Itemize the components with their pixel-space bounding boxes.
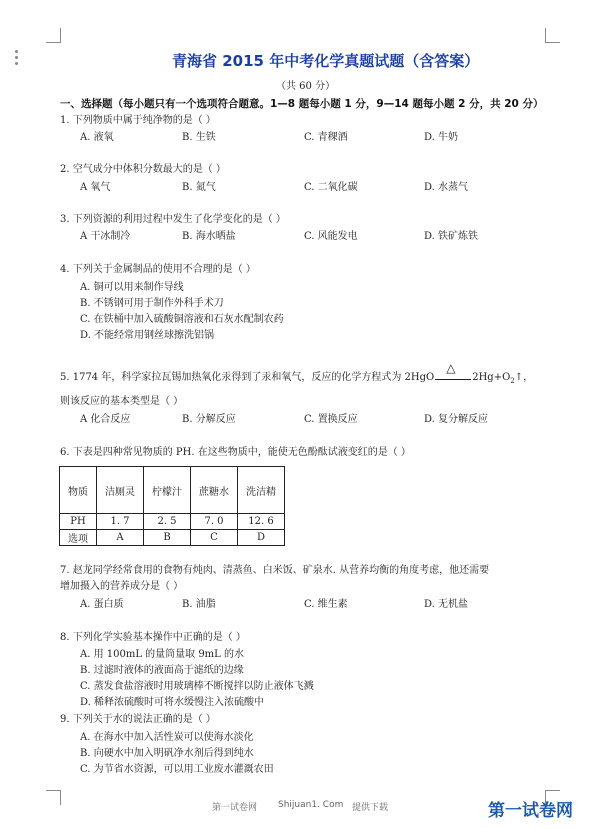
table-cell: 1. 7 (97, 514, 144, 530)
question-7-line2: 增加摄入的营养成分是（ ） (60, 581, 184, 592)
q4-option-a: A. 铜可以用来制作导线 (80, 282, 184, 293)
q5-products: 2Hg+O (472, 372, 511, 383)
q9-option-c: C. 为节省水资源，可以用工业废水灌溉农田 (80, 764, 274, 775)
table-header-cell: 洁厕灵 (97, 467, 144, 514)
table-header-cell: 蔗糖水 (191, 467, 238, 514)
q3-option-d: D. 铁矿炼铁 (424, 231, 479, 242)
table-header-cell: 物质 (60, 467, 97, 514)
table-header-cell: 洗洁精 (238, 467, 285, 514)
question-5 (60, 360, 534, 385)
q3-option-c: C. 风能发电 (304, 231, 358, 242)
table-cell: D (238, 530, 285, 546)
footer-left: 第一试卷网 (212, 803, 258, 813)
question-6: 6. 下表是四种常见物质的 PH. 在这些物质中，能使无色酚酞试液变红的是（ ） (60, 447, 411, 458)
crop-mark-top-right (545, 28, 560, 43)
q5-option-c: C. 置换反应 (304, 414, 358, 425)
footer-right: 提供下载 (352, 803, 389, 813)
table-header-cell: 柠檬汁 (144, 467, 191, 514)
q8-option-c: C. 蒸发食盐溶液时用玻璃棒不断搅拌以防止液体飞溅 (80, 681, 314, 692)
q8-option-b: B. 过滤时液体的液面高于滤纸的边缘 (80, 665, 244, 676)
q3-option-b: B. 海水晒盐 (182, 231, 236, 242)
brand-logo: 第一试卷网 (488, 801, 573, 821)
crop-mark-bottom-left (46, 790, 61, 805)
crop-mark-top-left (46, 28, 61, 43)
q5-option-d: D. 复分解反应 (424, 414, 489, 425)
question-5-line2: 则该反应的基本类型是（ ） (60, 396, 184, 407)
q8-option-d: D. 稀释浓硫酸时可将水缓慢注入浓硫酸中 (80, 697, 265, 708)
q2-option-d: D. 水蒸气 (424, 182, 469, 193)
q1-option-c: C. 青稞酒 (304, 132, 348, 143)
q7-option-a: A. 蛋白质 (80, 599, 124, 610)
table-cell: 2. 5 (144, 514, 191, 530)
q1-option-b: B. 生铁 (182, 132, 216, 143)
q8-option-a: A. 用 100mL 的量筒量取 9mL 的水 (80, 649, 244, 660)
q1-option-a: A. 液氧 (80, 132, 114, 143)
table-cell: 选项 (60, 530, 97, 546)
reaction-arrow (435, 360, 471, 383)
q4-option-b: B. 不锈钢可用于制作外科手术刀 (80, 298, 224, 309)
question-8: 8. 下列化学实验基本操作中正确的是（ ） (60, 632, 246, 643)
question-7: 7. 赵龙同学经常食用的食物有炖肉、清蒸鱼、白米饭、矿泉水. 从营养均衡的角度考虑，他还需要 (60, 565, 490, 576)
q5-arrow-up: ↑， (514, 372, 534, 383)
table-cell: 12. 6 (238, 514, 285, 530)
q7-option-c: C. 维生素 (304, 599, 348, 610)
question-9: 9. 下列关于水的说法正确的是（ ） (60, 714, 216, 725)
question-2: 2. 空气成分中体积分数最大的是（ ） (60, 164, 226, 175)
question-4: 4. 下列关于金属制品的使用不合理的是（ ） (60, 264, 256, 275)
q4-option-d: D. 不能经常用钢丝球擦洗铝锅 (80, 330, 215, 341)
q3-option-a: A 干冰制冷 (80, 231, 131, 242)
footer-link[interactable]: Shijuan1. Com (278, 800, 344, 810)
q7-option-b: B. 油脂 (182, 599, 216, 610)
q2-option-c: C. 二氧化碳 (304, 182, 358, 193)
section-heading: 一、选择题（每小题只有一个选项符合题意。1—8 题每小题 1 分，9—14 题每小题 2 分，共 20 分） (60, 98, 544, 110)
q9-option-b: B. 向硬水中加入明矾净水剂后得到纯水 (80, 748, 254, 759)
table-cell: B (144, 530, 191, 546)
table-cell: A (97, 530, 144, 546)
q9-option-a: A. 在海水中加入活性炭可以使海水淡化 (80, 732, 254, 743)
question-3: 3. 下列资源的利用过程中发生了化学变化的是（ ） (60, 214, 286, 225)
ph-table (59, 466, 285, 546)
q5-option-a: A 化合反应 (80, 414, 131, 425)
q1-option-d: D. 牛奶 (424, 132, 459, 143)
table-cell: 7. 0 (191, 514, 238, 530)
table-cell: C (191, 530, 238, 546)
q7-option-d: D. 无机盐 (424, 599, 469, 610)
q2-option-b: B. 氮气 (182, 182, 216, 193)
table-cell: PH (60, 514, 97, 530)
drag-handle-icon[interactable] (15, 50, 23, 68)
page-title: 青海省 2015 年中考化学真题试题（含答案） (172, 52, 480, 70)
question-1: 1. 下列物质中属于纯净物的是（ ） (60, 115, 216, 126)
heat-symbol: △ (446, 360, 456, 375)
q5-subscript: 2 (510, 377, 515, 385)
total-score: （共 60 分） (276, 81, 336, 92)
q2-option-a: A 氧气 (80, 182, 111, 193)
q5-stem-text: 5. 1774 年，科学家拉瓦锡加热氧化汞得到了汞和氧气，反应的化学方程式为 2HgO (60, 372, 435, 383)
q5-option-b: B. 分解反应 (182, 414, 236, 425)
q4-option-c: C. 在铁桶中加入硫酸铜溶液和石灰水配制农药 (80, 314, 284, 325)
